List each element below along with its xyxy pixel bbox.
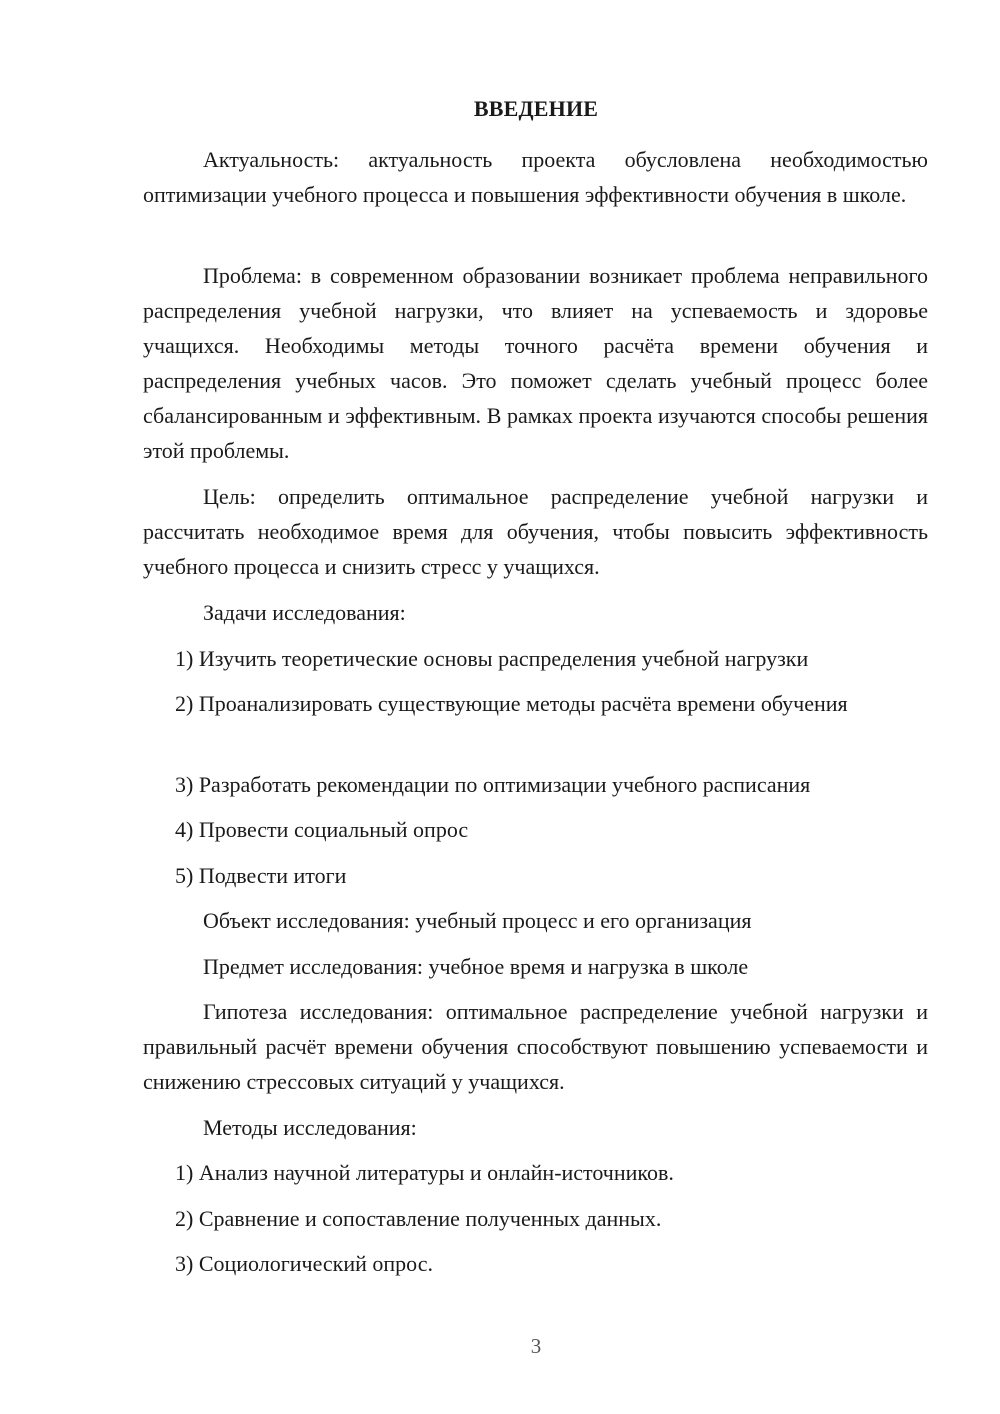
relevance-paragraph xyxy=(143,142,928,212)
task-item-3: 3) Разработать рекомендации по оптимизации учебного расписания xyxy=(175,772,811,797)
task-item-2: 2) Проанализировать существующие методы расчёта времени обучения xyxy=(175,691,848,716)
problem-text: Проблема: в современном образовании возникает проблема неправильного распределения учебной нагрузки, что влияет на успеваемость и здоровье учащихся. Необходимы методы точного расчёта времени обучения и распределения учебных часов. Это поможет сделать учебный процесс более сбалансированным и эффективным. В рамках проекта изучаются способы решения этой проблемы. xyxy=(143,263,928,463)
task-item-5: 5) Подвести итоги xyxy=(175,863,347,888)
task-item-3-block xyxy=(143,767,928,802)
method-item-1: 1) Анализ научной литературы и онлайн-источников. xyxy=(175,1160,674,1185)
tasks-heading-block xyxy=(143,595,928,630)
task-item-2-block xyxy=(143,686,928,721)
goal-paragraph xyxy=(143,479,928,584)
method-item-3: 3) Социологический опрос. xyxy=(175,1251,433,1276)
object-block xyxy=(143,903,928,938)
tasks-heading: Задачи исследования: xyxy=(203,600,406,625)
page-number: 3 xyxy=(530,1334,542,1358)
relevance-text: Актуальность: актуальность проекта обусловлена необходимостью оптимизации учебного процесса и повышения эффективности обучения в школе. xyxy=(143,147,928,207)
page-title: ВВЕДЕНИЕ xyxy=(473,96,599,121)
method-item-1-block xyxy=(143,1155,928,1190)
task-item-1-block xyxy=(143,641,928,676)
subject-text: Предмет исследования: учебное время и нагрузка в школе xyxy=(203,954,749,979)
subject-block xyxy=(143,949,928,984)
methods-heading: Методы исследования: xyxy=(203,1115,417,1140)
hypothesis-text: Гипотеза исследования: оптимальное распределение учебной нагрузки и правильный расчёт времени обучения способствуют повышению успеваемости и снижению стрессовых ситуаций у учащихся. xyxy=(143,999,928,1094)
task-item-5-block xyxy=(143,858,928,893)
method-item-2-block xyxy=(143,1201,928,1236)
goal-text: Цель: определить оптимальное распределение учебной нагрузки и рассчитать необходимое время для обучения, чтобы повысить эффективность учебного процесса и снизить стресс у учащихся. xyxy=(143,484,928,579)
object-text: Объект исследования: учебный процесс и его организация xyxy=(203,908,752,933)
hypothesis-paragraph xyxy=(143,994,928,1099)
task-item-1: 1) Изучить теоретические основы распределения учебной нагрузки xyxy=(175,646,809,671)
task-item-4: 4) Провести социальный опрос xyxy=(175,817,469,842)
problem-paragraph xyxy=(143,258,928,468)
method-item-3-block xyxy=(143,1246,928,1281)
method-item-2: 2) Сравнение и сопоставление полученных данных. xyxy=(175,1206,662,1231)
task-item-4-block xyxy=(143,812,928,847)
methods-heading-block xyxy=(143,1110,928,1145)
